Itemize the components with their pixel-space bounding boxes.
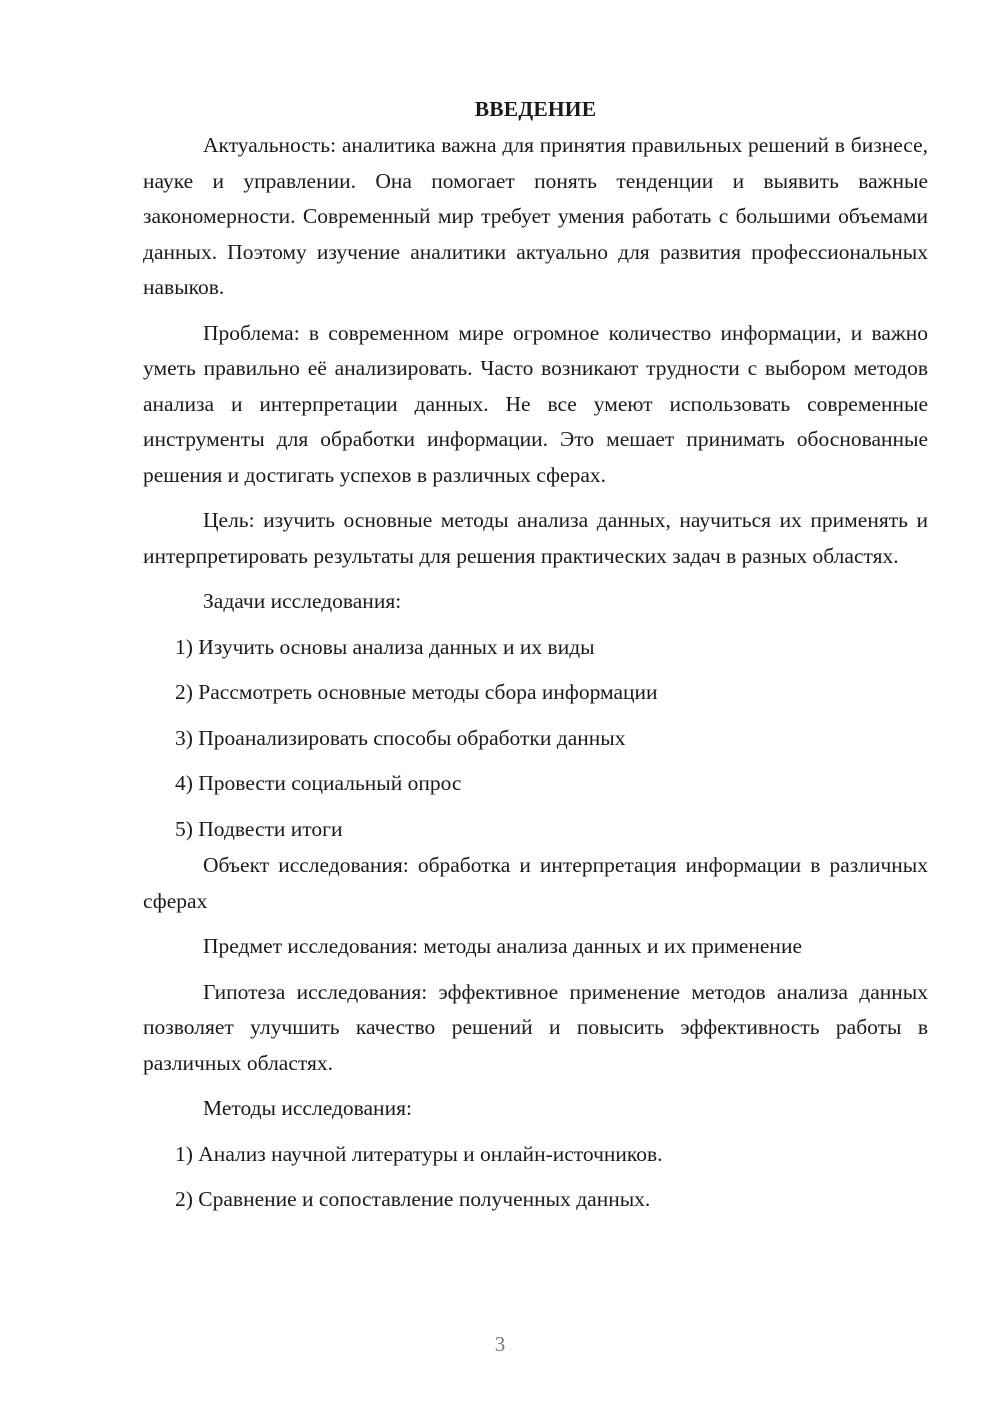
methods-list <box>143 1137 928 1218</box>
list-item: 5) Подвести итоги <box>175 816 343 841</box>
hypothesis-paragraph: Гипотеза исследования: эффективное применение методов анализа данных позволяет улучшить качество решений и повысить эффективность работы в различных областях. <box>143 979 928 1075</box>
relevance-paragraph: Актуальность: аналитика важна для принятия правильных решений в бизнесе, науке и управлении. Она помогает понять тенденции и выявить важные закономерности. Современный мир требует умения работать с большими объемами данных. Поэтому изучение аналитики актуально для развития профессиональных навыков. <box>143 133 928 299</box>
problem-paragraph: Проблема: в современном мире огромное количество информации, и важно уметь правильно её анализировать. Часто возникают трудности с выбором методов анализа и интерпретации данных. Не все умеют использовать современные инструменты для обработки информации. Это мешает принимать обоснованные решения и достигать успехов в различных сферах. <box>143 320 928 487</box>
document-page <box>143 92 928 1219</box>
list-item: 1) Анализ научной литературы и онлайн-источников. <box>175 1141 663 1166</box>
tasks-heading: Задачи исследования: <box>203 589 402 613</box>
list-item: 3) Проанализировать способы обработки данных <box>175 725 626 750</box>
list-item: 1) Изучить основы анализа данных и их виды <box>175 634 595 659</box>
list-item: 2) Сравнение и сопоставление полученных данных. <box>175 1187 651 1211</box>
object-paragraph: Объект исследования: обработка и интерпретация информации в различных сферах <box>143 853 928 913</box>
tasks-list <box>143 630 928 848</box>
list-item: 2) Рассмотреть основные методы сбора информации <box>175 680 658 704</box>
page-title: ВВЕДЕНИЕ <box>474 97 597 121</box>
subject-paragraph: Предмет исследования: методы анализа данных и их применение <box>203 934 802 958</box>
methods-heading: Методы исследования: <box>203 1096 412 1120</box>
goal-paragraph: Цель: изучить основные методы анализа данных, научиться их применять и интерпретировать результаты для решения практических задач в разных областях. <box>143 508 928 568</box>
page-number: 3 <box>494 1332 506 1356</box>
list-item: 4) Провести социальный опрос <box>175 771 462 795</box>
